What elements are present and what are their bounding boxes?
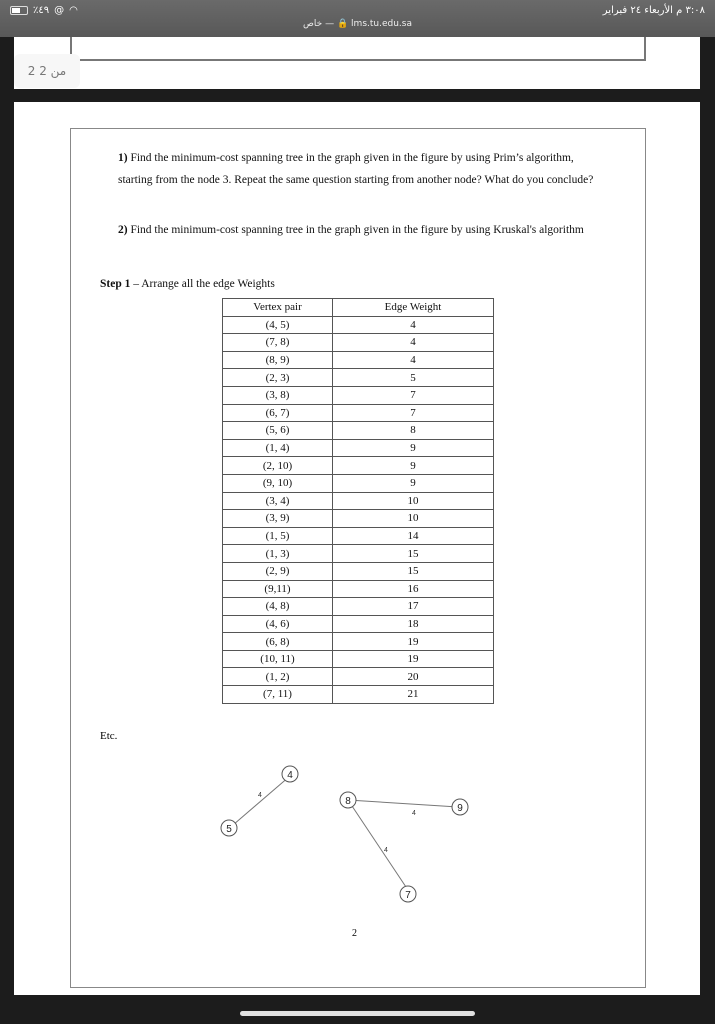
node-label: 9 (457, 803, 463, 814)
edge-8-9 (348, 800, 458, 807)
page-frame (70, 37, 646, 61)
edge-weight-cell: 21 (333, 686, 494, 704)
vertex-pair-cell: (4, 8) (223, 598, 333, 616)
edge-weight-cell: 7 (333, 404, 494, 422)
edge-weight-cell: 18 (333, 615, 494, 633)
vertex-pair-cell: (3, 9) (223, 510, 333, 528)
wifi-icon: ◠ (69, 5, 78, 16)
vertex-pair-cell: (4, 5) (223, 316, 333, 334)
vertex-pair-cell: (1, 4) (223, 439, 333, 457)
edge-weight-cell: 9 (333, 457, 494, 475)
vertex-pair-cell: (2, 9) (223, 562, 333, 580)
address-bar[interactable] (0, 19, 715, 29)
edge-weight-cell: 15 (333, 545, 494, 563)
edge-weight-cell: 15 (333, 562, 494, 580)
node-label: 4 (287, 770, 293, 781)
node-label: 8 (345, 796, 351, 807)
document-page (14, 102, 700, 995)
private-mode-label: خاص — (303, 19, 335, 29)
edge-weight-cell: 4 (333, 316, 494, 334)
edge-weight-cell: 7 (333, 386, 494, 404)
time-date: ٣:٠٨ م الأربعاء ٢٤ فبراير (602, 5, 705, 16)
vertex-pair-cell: (6, 8) (223, 633, 333, 651)
edge-weight-cell: 19 (333, 633, 494, 651)
edge-weight-cell: 10 (333, 492, 494, 510)
vertex-pair-cell: (1, 3) (223, 545, 333, 563)
edge-weight-cell: 4 (333, 334, 494, 352)
vertex-pair-cell: (3, 4) (223, 492, 333, 510)
vertex-pair-cell: (9, 10) (223, 474, 333, 492)
battery-level: ٪٤٩ (33, 5, 50, 16)
previous-page (14, 37, 700, 89)
vertex-pair-cell: (7, 11) (223, 686, 333, 704)
battery-icon (10, 6, 28, 15)
edge-4-5 (233, 776, 290, 825)
edge-weight-cell: 5 (333, 369, 494, 387)
edge-weight-cell: 14 (333, 527, 494, 545)
page-number: 2 (352, 928, 357, 939)
vertex-pair-cell: (2, 10) (223, 457, 333, 475)
partial-spanning-tree-graph (14, 102, 700, 995)
edge-weight-cell: 4 (333, 351, 494, 369)
edge-weight-cell: 20 (333, 668, 494, 686)
lock-icon: 🔒 (336, 19, 349, 29)
page-indicator: 2 من 2 (14, 54, 80, 88)
vertex-pair-cell: (4, 6) (223, 615, 333, 633)
vertex-pair-cell: (10, 11) (223, 650, 333, 668)
header-vertex-pair: Vertex pair (223, 299, 333, 317)
edge-weight-cell: 9 (333, 474, 494, 492)
vertex-pair-cell: (8, 9) (223, 351, 333, 369)
vertex-pair-cell: (5, 6) (223, 422, 333, 440)
edge-8-7 (348, 800, 408, 890)
vertex-pair-cell: (7, 8) (223, 334, 333, 352)
step-1: Step 1 – Arrange all the edge Weights (100, 278, 275, 290)
lock-rotation-icon: @ (54, 5, 65, 16)
vertex-pair-cell: (3, 8) (223, 386, 333, 404)
status-bar (0, 0, 715, 37)
vertex-pair-cell: (9,11) (223, 580, 333, 598)
edge-label: 4 (384, 847, 388, 854)
etc-text: Etc. (100, 730, 118, 742)
edge-weight-cell: 8 (333, 422, 494, 440)
vertex-pair-cell: (2, 3) (223, 369, 333, 387)
vertex-pair-cell: (1, 5) (223, 527, 333, 545)
question-1: 1) Find the minimum-cost spanning tree in the graph given in the figure by using Prim’s algorithm, starting from the node 3. Repeat the same question starting from another node? What do you conclude? (118, 152, 594, 186)
vertex-pair-cell: (1, 2) (223, 668, 333, 686)
edge-label: 4 (412, 810, 416, 817)
edge-weight-cell: 9 (333, 439, 494, 457)
edge-weight-cell: 17 (333, 598, 494, 616)
node-label: 7 (405, 890, 411, 901)
edge-weight-cell: 19 (333, 650, 494, 668)
url-text: lms.tu.edu.sa (351, 19, 412, 29)
node-label: 5 (226, 824, 232, 835)
status-icons (10, 5, 78, 16)
edge-label: 4 (258, 792, 262, 799)
question-2: 2) Find the minimum-cost spanning tree in the graph given in the figure by using Kruskal's algorithm (118, 224, 584, 236)
home-indicator[interactable] (240, 1011, 475, 1016)
edge-weight-cell: 16 (333, 580, 494, 598)
header-edge-weight: Edge Weight (333, 299, 494, 317)
vertex-pair-cell: (6, 7) (223, 404, 333, 422)
edge-weight-cell: 10 (333, 510, 494, 528)
